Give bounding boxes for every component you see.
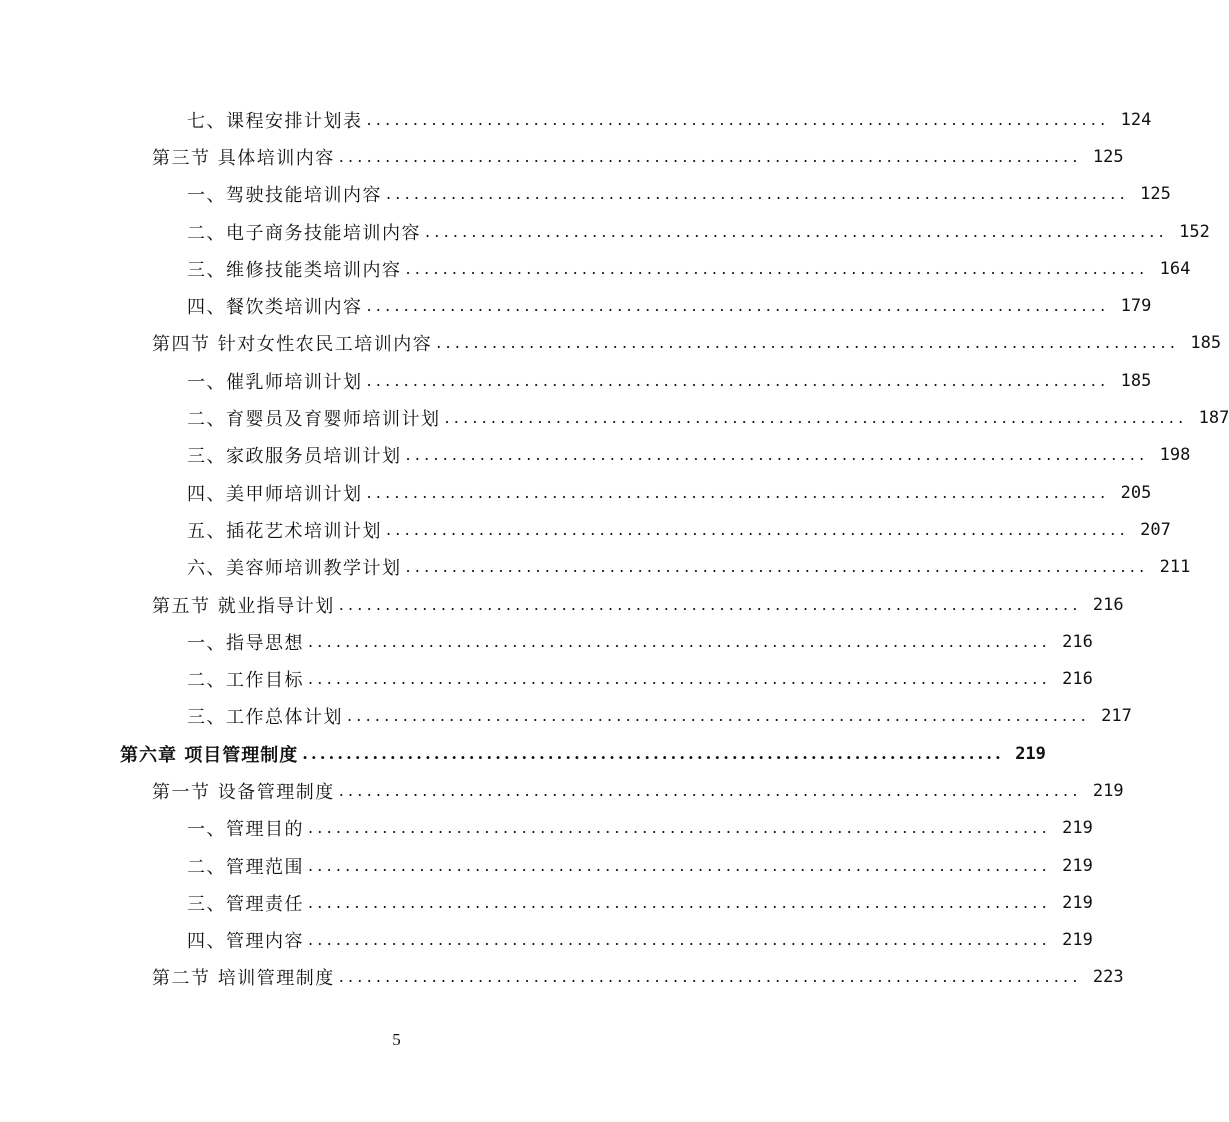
toc-entry-page: 205 (1120, 482, 1152, 503)
page-number: 5 (392, 1030, 401, 1049)
toc-entry-page: 185 (1190, 333, 1222, 354)
toc-entry-title: 一、驾驶技能培训内容 (187, 185, 382, 207)
toc-entry-page: 219 (1062, 818, 1093, 839)
toc-entry-section[interactable] (0, 772, 1124, 809)
table-of-contents (0, 101, 1229, 996)
toc-entry-page: 216 (1092, 594, 1124, 615)
toc-entry-page: 187 (1198, 408, 1229, 429)
toc-dot-leader: ................................................................................ (338, 780, 1082, 800)
toc-dot-leader: ................................................................................ (405, 258, 1149, 278)
toc-dot-leader: ................................................................................ (338, 594, 1082, 614)
toc-entry-title: 第一节 设备管理制度 (152, 781, 335, 803)
toc-entry-item[interactable] (0, 884, 1093, 921)
toc-entry-page: 219 (1062, 855, 1093, 876)
toc-entry-title: 二、管理范围 (187, 856, 304, 878)
toc-entry-page: 207 (1140, 519, 1171, 540)
toc-entry-item[interactable] (0, 474, 1152, 511)
toc-entry-title: 四、管理内容 (187, 931, 304, 953)
toc-entry-title: 六、美容师培训教学计划 (187, 558, 402, 580)
toc-entry-page: 219 (1062, 892, 1093, 913)
toc-entry-item[interactable] (0, 362, 1152, 399)
toc-dot-leader: ................................................................................ (405, 557, 1149, 577)
toc-dot-leader: ................................................................................ (308, 892, 1051, 912)
toc-dot-leader: ................................................................................ (386, 184, 1129, 204)
toc-entry-page: 216 (1062, 631, 1093, 652)
toc-entry-item[interactable] (0, 250, 1191, 287)
toc-dot-leader: ................................................................................ (444, 408, 1188, 428)
toc-dot-leader: ................................................................................ (308, 669, 1051, 689)
toc-entry-title: 二、电子商务技能培训内容 (187, 222, 421, 244)
toc-entry-page: 223 (1092, 967, 1124, 988)
toc-entry-page: 179 (1120, 296, 1152, 317)
toc-entry-item[interactable] (0, 847, 1093, 884)
toc-entry-title: 第三节 具体培训内容 (152, 147, 335, 169)
toc-entry-page: 152 (1179, 221, 1210, 242)
toc-dot-leader: ................................................................................ (366, 370, 1110, 390)
toc-entry-item[interactable] (0, 660, 1093, 697)
toc-dot-leader: ................................................................................ (338, 146, 1082, 166)
toc-entry-title: 二、工作目标 (187, 670, 304, 692)
toc-entry-page: 125 (1140, 184, 1171, 205)
toc-entry-title: 一、指导思想 (187, 632, 304, 654)
toc-entry-page: 219 (1092, 780, 1124, 801)
toc-entry-page: 125 (1092, 146, 1124, 167)
toc-dot-leader: ................................................................................ (366, 482, 1110, 502)
toc-entry-title: 三、家政服务员培训计划 (187, 446, 402, 468)
toc-entry-title: 第二节 培训管理制度 (152, 968, 335, 990)
toc-entry-page: 219 (1015, 743, 1046, 764)
toc-entry-title: 三、管理责任 (187, 893, 304, 915)
toc-dot-leader: ................................................................................ (308, 818, 1051, 838)
toc-entry-item[interactable] (0, 176, 1171, 213)
toc-entry-item[interactable] (0, 437, 1191, 474)
toc-entry-item[interactable] (0, 623, 1093, 660)
toc-entry-title: 第六章 项目管理制度 (120, 744, 299, 766)
toc-dot-leader: ................................................................................ (338, 967, 1082, 987)
toc-entry-page: 216 (1062, 669, 1093, 690)
toc-entry-page: 185 (1120, 370, 1152, 391)
toc-dot-leader: ................................................................................ (386, 519, 1129, 539)
toc-entry-item[interactable] (0, 287, 1152, 324)
toc-dot-leader: ................................................................................ (308, 930, 1051, 950)
toc-entry-title: 三、维修技能类培训内容 (187, 259, 402, 281)
toc-entry-page: 124 (1120, 109, 1152, 130)
toc-entry-item[interactable] (0, 549, 1191, 586)
toc-entry-title: 三、工作总体计划 (187, 707, 343, 729)
toc-entry-page: 219 (1062, 930, 1093, 951)
toc-dot-leader: ................................................................................ (405, 445, 1149, 465)
toc-dot-leader: ................................................................................ (436, 333, 1180, 353)
toc-dot-leader: ................................................................................ (425, 221, 1168, 241)
toc-entry-page: 211 (1159, 557, 1191, 578)
toc-entry-item[interactable] (0, 810, 1093, 847)
toc-entry-section[interactable] (0, 138, 1124, 175)
toc-entry-chapter[interactable] (0, 735, 1046, 772)
toc-entry-title: 二、育婴员及育婴师培训计划 (187, 409, 441, 431)
toc-entry-item[interactable] (0, 101, 1152, 138)
toc-entry-section[interactable] (0, 959, 1124, 996)
toc-entry-title: 五、插花艺术培训计划 (187, 520, 382, 542)
toc-dot-leader: ................................................................................ (347, 706, 1090, 726)
toc-entry-page: 217 (1101, 706, 1132, 727)
toc-entry-item[interactable] (0, 698, 1132, 735)
toc-entry-item[interactable] (0, 511, 1171, 548)
toc-dot-leader: ................................................................................ (302, 743, 1004, 763)
toc-entry-title: 四、餐饮类培训内容 (187, 297, 363, 319)
toc-entry-section[interactable] (0, 325, 1222, 362)
toc-entry-page: 198 (1159, 445, 1191, 466)
toc-entry-item[interactable] (0, 399, 1229, 436)
toc-dot-leader: ................................................................................ (308, 855, 1051, 875)
toc-entry-title: 第五节 就业指导计划 (152, 595, 335, 617)
toc-entry-section[interactable] (0, 586, 1124, 623)
toc-dot-leader: ................................................................................ (308, 631, 1051, 651)
toc-dot-leader: ................................................................................ (366, 296, 1110, 316)
toc-entry-page: 164 (1159, 258, 1191, 279)
toc-entry-title: 第四节 针对女性农民工培训内容 (152, 334, 433, 356)
toc-entry-title: 一、催乳师培训计划 (187, 371, 363, 393)
toc-entry-title: 七、课程安排计划表 (187, 110, 363, 132)
toc-entry-title: 一、管理目的 (187, 819, 304, 841)
toc-entry-item[interactable] (0, 922, 1093, 959)
toc-entry-item[interactable] (0, 213, 1210, 250)
toc-entry-title: 四、美甲师培训计划 (187, 483, 363, 505)
toc-dot-leader: ................................................................................ (366, 109, 1110, 129)
